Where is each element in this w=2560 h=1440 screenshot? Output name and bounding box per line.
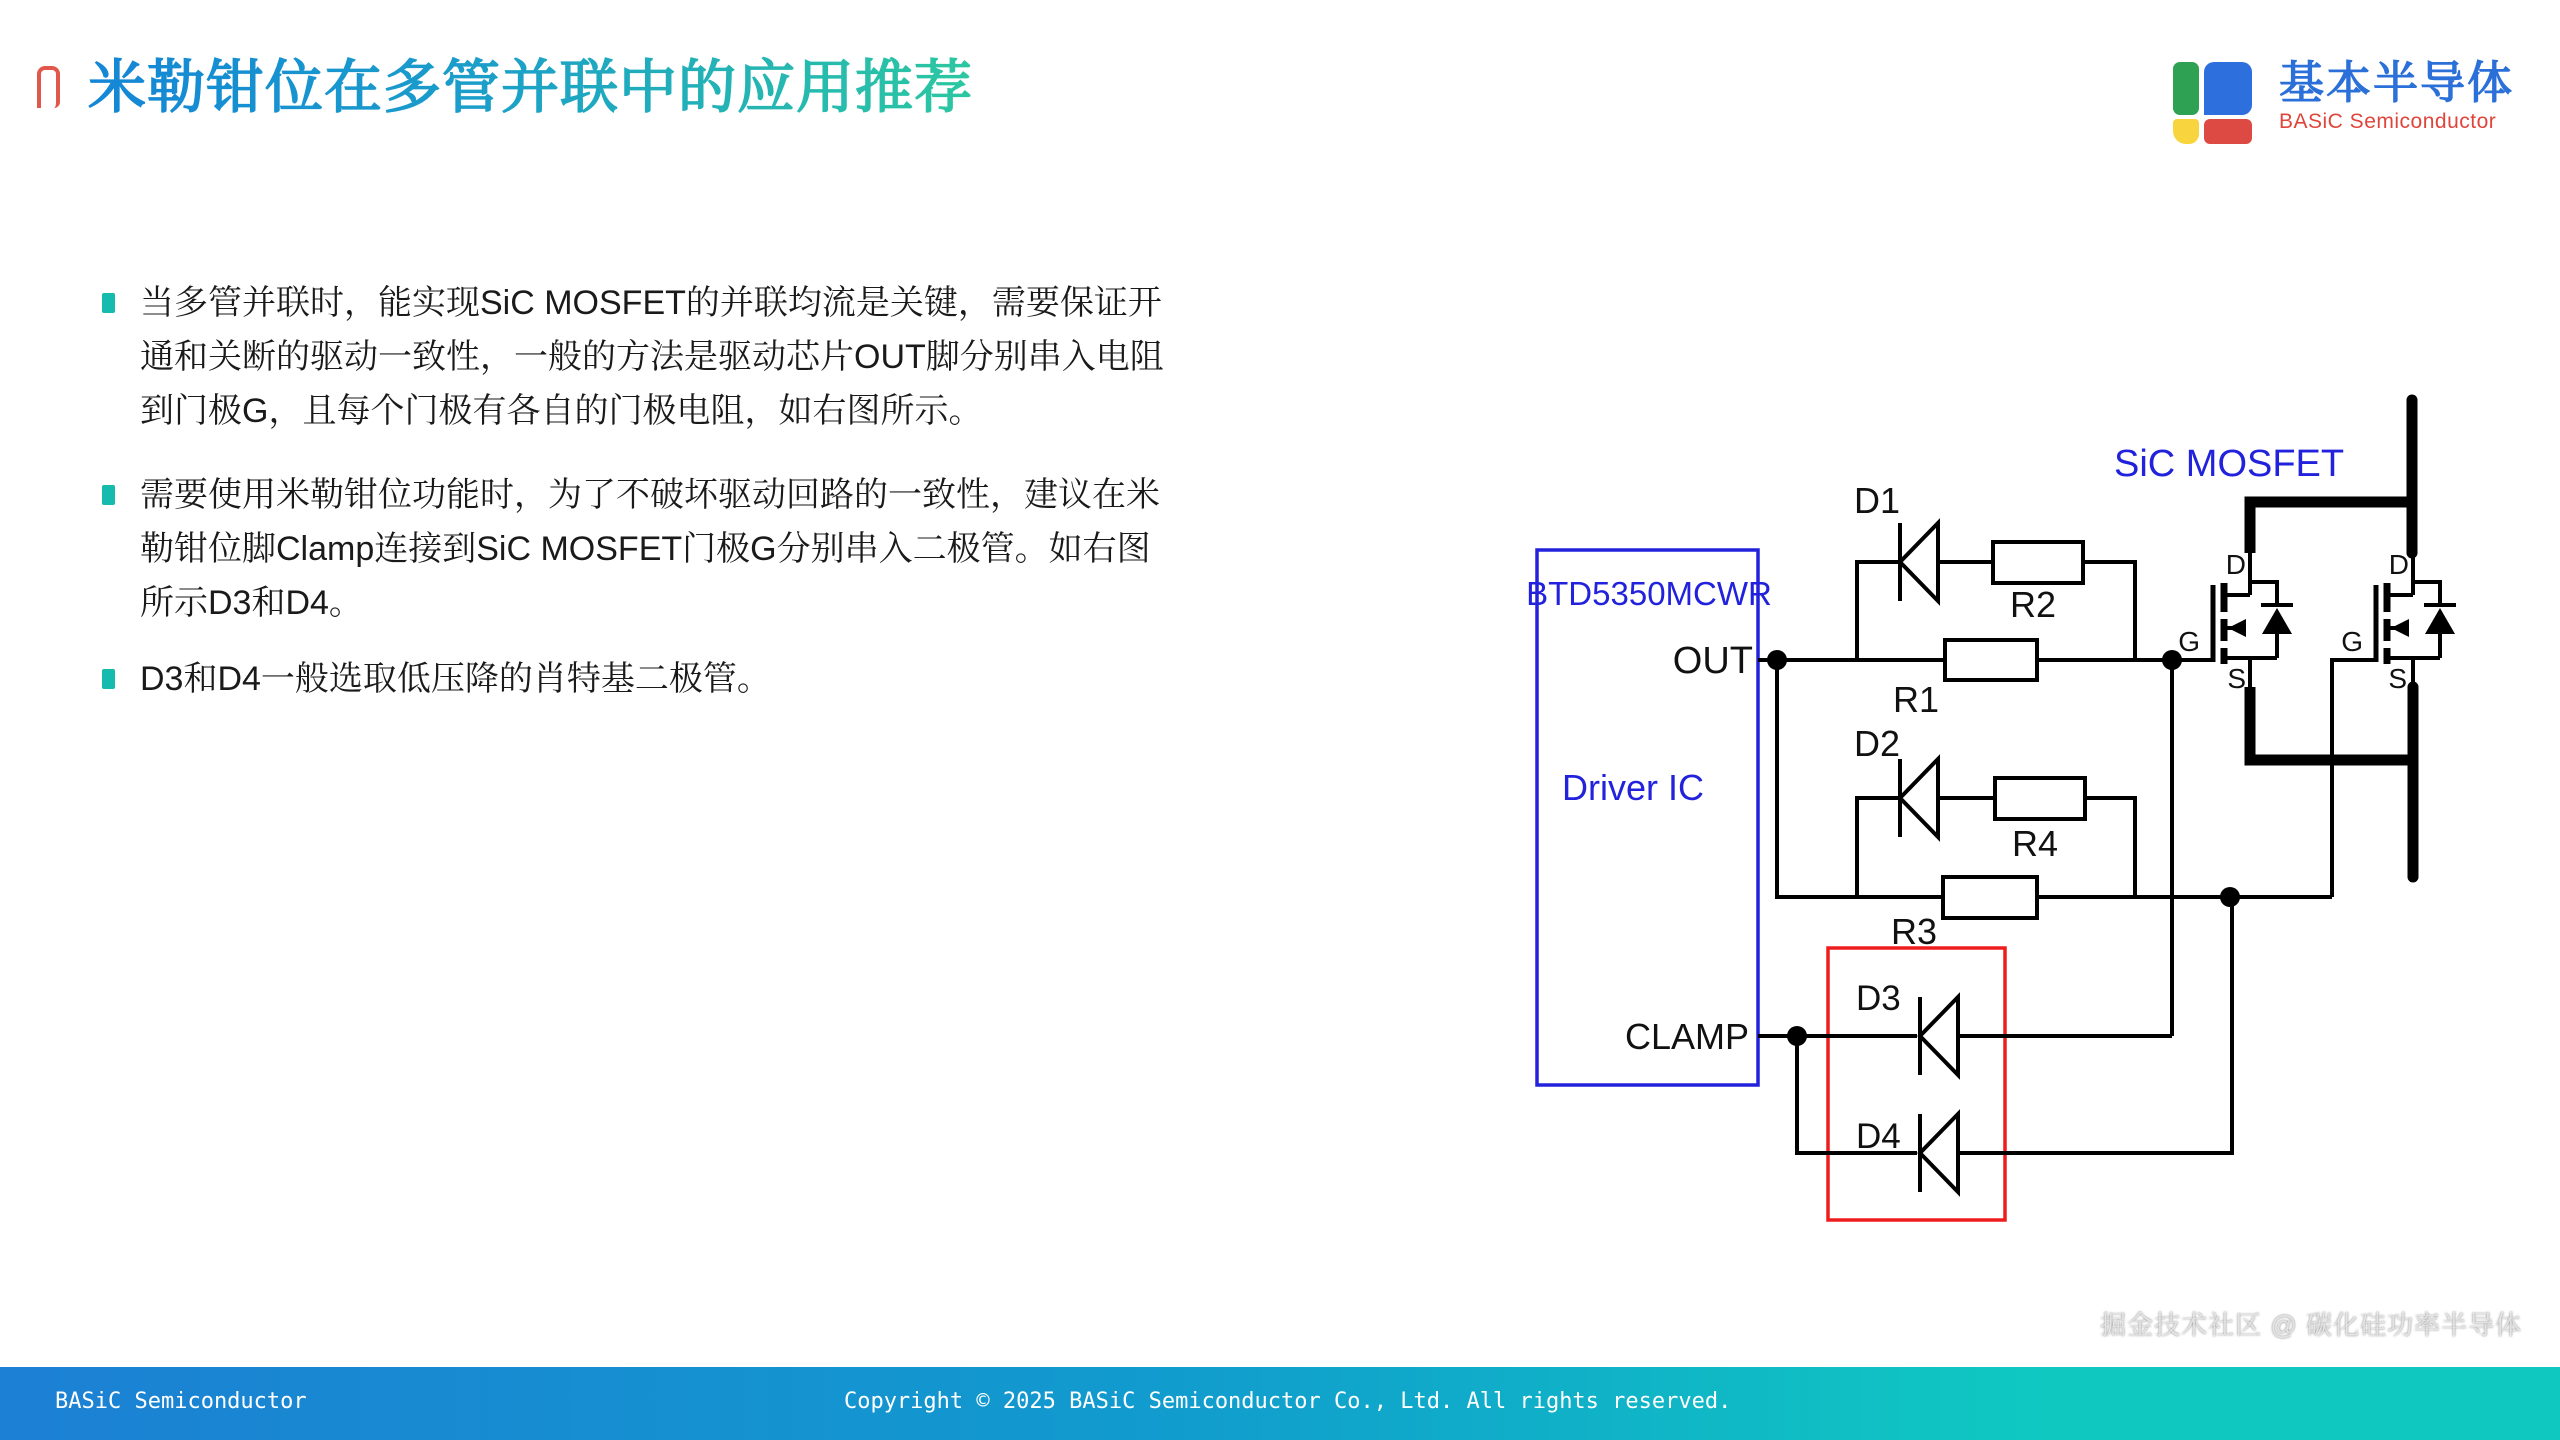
bullet-square-icon [102, 293, 115, 313]
mosfet2-drain-label: D [2388, 549, 2409, 580]
footer-bar [0, 1310, 2560, 1440]
drain-bus-horizontal [2250, 502, 2412, 553]
logo-mark-icon [2173, 58, 2255, 146]
bullet-square-icon [102, 485, 115, 505]
wire-clamp-d4 [1797, 897, 2232, 1153]
title-bracket-icon [37, 66, 60, 108]
footer-right-block [2100, 1305, 2522, 1361]
bullet-text: 需要使用米勒钳位功能时，为了不破坏驱动回路的一致性，建议在米勒钳位脚Clamp连接到SiC MOSFET门极G分别串入二极管。如右图所示D3和D4。 [140, 476, 1160, 622]
r4-label: R4 [2012, 823, 2059, 864]
r2-label: R2 [2010, 584, 2057, 625]
junction-out [1767, 650, 1787, 670]
d1-label: D1 [1854, 480, 1901, 521]
r3-label: R3 [1891, 911, 1938, 952]
list-item [102, 652, 1182, 706]
resistor-r4 [1995, 778, 2085, 819]
page-title: 米勒钳位在多管并联中的应用推荐 [88, 40, 973, 124]
junction-gate2 [2220, 887, 2240, 907]
footer-separator: | [2393, 1335, 2408, 1361]
mosfet1-drain-label: D [2225, 549, 2246, 580]
mosfet2-gate-label: G [2341, 626, 2363, 657]
footer-company: BASiC Semiconductor [55, 1389, 307, 1414]
list-item [102, 468, 1182, 630]
footer-page-number: PAGE 56 [2425, 1335, 2522, 1361]
junction-clamp [1787, 1026, 1807, 1046]
footer-site-line [2100, 1335, 2522, 1361]
diode-d1-triangle [1900, 523, 1938, 601]
circuit-diagram [1520, 230, 2560, 1290]
logo-red-tile [2204, 119, 2252, 144]
bullet-text: 当多管并联时，能实现SiC MOSFET的并联均流是关键，需要保证开通和关断的驱动一致性，一般的方法是驱动芯片OUT脚分别串入电阻到门极G，且每个门极有各自的门极电阻，如右图所示。 [140, 284, 1164, 430]
mosfet-title-label: SiC MOSFET [2114, 443, 2345, 485]
d4-label: D4 [1856, 1117, 1901, 1156]
logo-green-tile [2173, 62, 2199, 115]
company-logo [2173, 58, 2514, 146]
resistor-r2 [1993, 542, 2083, 583]
d3-label: D3 [1856, 979, 1901, 1018]
pin-out-label: OUT [1672, 640, 1753, 682]
diode-d4-triangle [1920, 1114, 1958, 1192]
clamp-diodes-highlight-box [1828, 948, 2005, 1220]
watermark-text: 掘金技术社区 @ 碳化硅功率半导体 [2100, 1310, 2522, 1340]
footer-site-url: www.basicsemi.com [2139, 1335, 2376, 1361]
bullet-text: D3和D4一般选取低压降的肖特基二极管。 [140, 660, 771, 698]
diode-d2-triangle [1900, 759, 1938, 837]
logo-name-cn: 基本半导体 [2279, 57, 2515, 108]
logo-yellow-tile [2173, 119, 2199, 144]
mosfet1-gate-label: G [2178, 626, 2200, 657]
bullet-list [102, 276, 1182, 706]
resistor-r1 [1945, 640, 2037, 680]
wire-clamp-d3 [1758, 660, 2172, 1036]
driver-ic-box [1537, 550, 1758, 1085]
ic-name-label: Driver IC [1562, 767, 1704, 808]
ic-part-label: BTD5350MCWR [1526, 575, 1772, 612]
d2-label: D2 [1854, 723, 1901, 764]
r1-label: R1 [1893, 679, 1940, 720]
footer-copyright: Copyright © 2025 BASiC Semiconductor Co., Ltd. All rights reserved. [843, 1389, 1732, 1414]
logo-blue-tile [2204, 62, 2252, 115]
diode-d3-triangle [1920, 997, 1958, 1075]
circuit-wires [1758, 562, 2378, 1153]
diodes [1900, 523, 1958, 1192]
logo-text [2279, 58, 2514, 146]
bullet-square-icon [102, 669, 115, 689]
logo-name-en: BASiC Semiconductor [2279, 110, 2497, 133]
resistor-r3 [1943, 877, 2037, 918]
mosfet2-source-label: S [2388, 663, 2407, 694]
mosfet1-source-label: S [2227, 663, 2246, 694]
list-item [102, 276, 1182, 438]
pin-clamp-label: CLAMP [1624, 1016, 1749, 1057]
